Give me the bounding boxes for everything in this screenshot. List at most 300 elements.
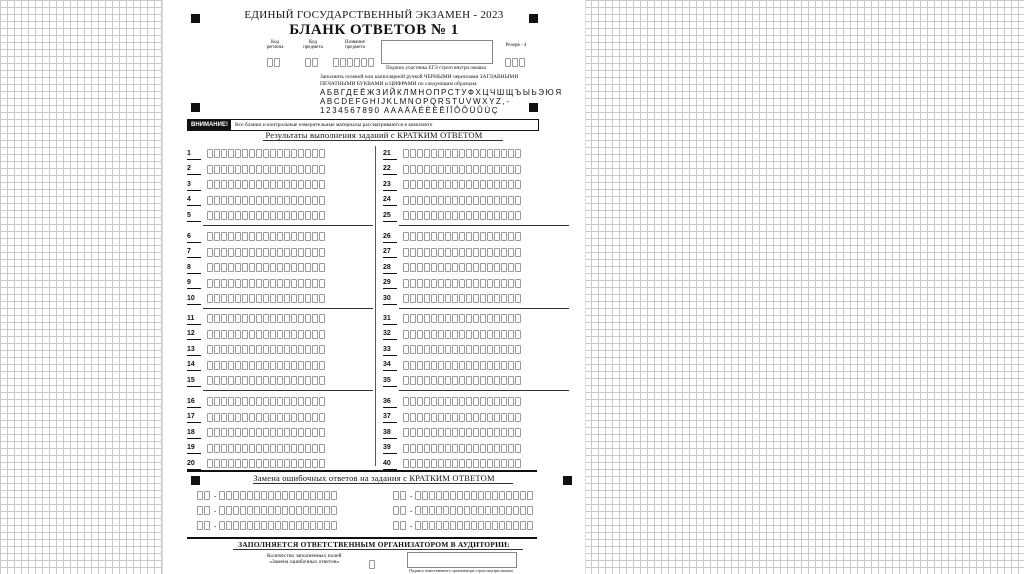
answer-cell[interactable] bbox=[235, 279, 241, 288]
answer-cell[interactable] bbox=[410, 397, 416, 406]
answer-cell[interactable] bbox=[487, 428, 493, 437]
answer-cell[interactable] bbox=[515, 294, 521, 303]
answer-cell[interactable] bbox=[494, 232, 500, 241]
answer-cell[interactable] bbox=[515, 211, 521, 220]
answer-cell[interactable] bbox=[228, 444, 234, 453]
answer-cell[interactable] bbox=[312, 444, 318, 453]
answer-cell[interactable] bbox=[494, 180, 500, 189]
answer-cell[interactable] bbox=[228, 149, 234, 158]
answer-cell[interactable] bbox=[515, 248, 521, 257]
answer-cell[interactable] bbox=[438, 165, 444, 174]
answer-cell[interactable] bbox=[431, 459, 437, 468]
answer-cell[interactable] bbox=[459, 376, 465, 385]
answer-cell[interactable] bbox=[445, 444, 451, 453]
answer-cell[interactable] bbox=[445, 263, 451, 272]
answer-cell[interactable] bbox=[494, 279, 500, 288]
answer-cell[interactable] bbox=[452, 196, 458, 205]
answer-cell[interactable] bbox=[473, 459, 479, 468]
answer-cell[interactable] bbox=[508, 345, 514, 354]
answer-cell[interactable] bbox=[256, 279, 262, 288]
answer-cell[interactable] bbox=[424, 459, 430, 468]
answer-cell[interactable] bbox=[431, 196, 437, 205]
answer-cell[interactable] bbox=[459, 165, 465, 174]
answer-cell[interactable] bbox=[424, 149, 430, 158]
answer-cell[interactable] bbox=[284, 211, 290, 220]
answer-cell[interactable] bbox=[452, 361, 458, 370]
answer-cell[interactable] bbox=[221, 361, 227, 370]
answer-cell[interactable] bbox=[256, 459, 262, 468]
answer-cell[interactable] bbox=[501, 361, 507, 370]
answer-cell[interactable] bbox=[403, 248, 409, 257]
answer-cell[interactable] bbox=[466, 397, 472, 406]
answer-cell[interactable] bbox=[284, 428, 290, 437]
answer-cell[interactable] bbox=[473, 330, 479, 339]
answer-cell[interactable] bbox=[466, 345, 472, 354]
answer-cell[interactable] bbox=[319, 345, 325, 354]
answer-cell[interactable] bbox=[221, 345, 227, 354]
answer-cell[interactable] bbox=[298, 180, 304, 189]
answer-cell[interactable] bbox=[508, 376, 514, 385]
answer-cell[interactable] bbox=[277, 314, 283, 323]
answer-cell[interactable] bbox=[249, 397, 255, 406]
answer-cell[interactable] bbox=[284, 413, 290, 422]
answer-cell[interactable] bbox=[431, 263, 437, 272]
answer-cell[interactable] bbox=[508, 444, 514, 453]
answer-cell[interactable] bbox=[445, 413, 451, 422]
answer-cell[interactable] bbox=[228, 294, 234, 303]
answer-cell[interactable] bbox=[284, 263, 290, 272]
answer-cell[interactable] bbox=[228, 165, 234, 174]
replacement-row[interactable] bbox=[393, 520, 534, 532]
answer-cell[interactable] bbox=[319, 413, 325, 422]
answer-cell[interactable] bbox=[284, 314, 290, 323]
replacement-row[interactable] bbox=[197, 520, 338, 532]
answer-cell[interactable] bbox=[249, 196, 255, 205]
answer-cell[interactable] bbox=[515, 330, 521, 339]
answer-cell[interactable] bbox=[214, 444, 220, 453]
answer-cell[interactable] bbox=[424, 165, 430, 174]
answer-cell[interactable] bbox=[256, 263, 262, 272]
answer-cell[interactable] bbox=[235, 165, 241, 174]
answer-cell[interactable] bbox=[515, 196, 521, 205]
answer-cell[interactable] bbox=[270, 444, 276, 453]
answer-cell[interactable] bbox=[515, 428, 521, 437]
answer-cell[interactable] bbox=[466, 444, 472, 453]
answer-cell[interactable] bbox=[263, 397, 269, 406]
answer-cell[interactable] bbox=[480, 444, 486, 453]
answer-cell[interactable] bbox=[305, 428, 311, 437]
answer-cell[interactable] bbox=[284, 376, 290, 385]
answer-cell[interactable] bbox=[515, 459, 521, 468]
answer-cell[interactable] bbox=[312, 413, 318, 422]
answer-cell[interactable] bbox=[256, 248, 262, 257]
answer-cell[interactable] bbox=[270, 263, 276, 272]
answer-cell[interactable] bbox=[438, 149, 444, 158]
answer-cell[interactable] bbox=[235, 294, 241, 303]
answer-cell[interactable] bbox=[319, 330, 325, 339]
answer-cell[interactable] bbox=[207, 180, 213, 189]
answer-cell[interactable] bbox=[417, 345, 423, 354]
answer-cell[interactable] bbox=[480, 279, 486, 288]
answer-cell[interactable] bbox=[508, 180, 514, 189]
answer-cell[interactable] bbox=[263, 149, 269, 158]
answer-cell[interactable] bbox=[221, 314, 227, 323]
answer-cell[interactable] bbox=[494, 459, 500, 468]
answer-cell[interactable] bbox=[291, 294, 297, 303]
answer-cell[interactable] bbox=[410, 196, 416, 205]
answer-cell[interactable] bbox=[305, 294, 311, 303]
answer-cell[interactable] bbox=[480, 294, 486, 303]
answer-cell[interactable] bbox=[312, 211, 318, 220]
answer-cell[interactable] bbox=[263, 165, 269, 174]
answer-cell[interactable] bbox=[452, 180, 458, 189]
answer-cell[interactable] bbox=[312, 330, 318, 339]
answer-cell[interactable] bbox=[291, 165, 297, 174]
answer-cell[interactable] bbox=[508, 413, 514, 422]
answer-cell[interactable] bbox=[508, 149, 514, 158]
answer-cell[interactable] bbox=[228, 330, 234, 339]
answer-cell[interactable] bbox=[403, 263, 409, 272]
answer-cell[interactable] bbox=[263, 428, 269, 437]
answer-cell[interactable] bbox=[473, 413, 479, 422]
answer-cell[interactable] bbox=[270, 459, 276, 468]
answer-cell[interactable] bbox=[298, 279, 304, 288]
answer-cell[interactable] bbox=[501, 294, 507, 303]
subject-code-field[interactable] bbox=[305, 54, 319, 72]
answer-cell[interactable] bbox=[417, 294, 423, 303]
answer-cell[interactable] bbox=[312, 428, 318, 437]
answer-cell[interactable] bbox=[473, 294, 479, 303]
answer-cell[interactable] bbox=[305, 149, 311, 158]
answer-cell[interactable] bbox=[270, 248, 276, 257]
answer-cell[interactable] bbox=[487, 376, 493, 385]
answer-cell[interactable] bbox=[417, 413, 423, 422]
answer-cell[interactable] bbox=[417, 196, 423, 205]
answer-cell[interactable] bbox=[501, 248, 507, 257]
answer-cell[interactable] bbox=[487, 211, 493, 220]
answer-cell[interactable] bbox=[480, 165, 486, 174]
answer-cell[interactable] bbox=[445, 196, 451, 205]
answer-cell[interactable] bbox=[417, 232, 423, 241]
answer-cell[interactable] bbox=[480, 196, 486, 205]
answer-cell[interactable] bbox=[305, 211, 311, 220]
answer-cell[interactable] bbox=[438, 196, 444, 205]
answer-cell[interactable] bbox=[235, 459, 241, 468]
answer-cell[interactable] bbox=[424, 444, 430, 453]
answer-cell[interactable] bbox=[431, 180, 437, 189]
answer-cell[interactable] bbox=[466, 232, 472, 241]
answer-cell[interactable] bbox=[221, 180, 227, 189]
answer-cell[interactable] bbox=[501, 180, 507, 189]
answer-cell[interactable] bbox=[508, 294, 514, 303]
answer-cell[interactable] bbox=[487, 330, 493, 339]
answer-cell[interactable] bbox=[417, 211, 423, 220]
answer-cell[interactable] bbox=[445, 345, 451, 354]
answer-cell[interactable] bbox=[277, 413, 283, 422]
answer-cell[interactable] bbox=[452, 232, 458, 241]
answer-cell[interactable] bbox=[242, 314, 248, 323]
answer-cell[interactable] bbox=[466, 263, 472, 272]
answer-cell[interactable] bbox=[515, 232, 521, 241]
answer-cell[interactable] bbox=[214, 165, 220, 174]
answer-cell[interactable] bbox=[249, 248, 255, 257]
answer-cell[interactable] bbox=[480, 180, 486, 189]
answer-cell[interactable] bbox=[277, 263, 283, 272]
answer-cell[interactable] bbox=[480, 397, 486, 406]
answer-cell[interactable] bbox=[298, 413, 304, 422]
answer-cell[interactable] bbox=[270, 196, 276, 205]
answer-cell[interactable] bbox=[312, 248, 318, 257]
answer-cell[interactable] bbox=[235, 376, 241, 385]
answer-cell[interactable] bbox=[284, 330, 290, 339]
answer-cell[interactable] bbox=[445, 232, 451, 241]
answer-cell[interactable] bbox=[305, 345, 311, 354]
answer-cell[interactable] bbox=[487, 361, 493, 370]
answer-cell[interactable] bbox=[403, 444, 409, 453]
answer-cell[interactable] bbox=[319, 248, 325, 257]
answer-cell[interactable] bbox=[256, 211, 262, 220]
answer-cell[interactable] bbox=[459, 279, 465, 288]
answer-cell[interactable] bbox=[305, 376, 311, 385]
answer-cell[interactable] bbox=[298, 428, 304, 437]
answer-cell[interactable] bbox=[242, 279, 248, 288]
answer-cell[interactable] bbox=[487, 279, 493, 288]
answer-cell[interactable] bbox=[249, 294, 255, 303]
answer-cell[interactable] bbox=[277, 149, 283, 158]
answer-cell[interactable] bbox=[270, 279, 276, 288]
answer-cell[interactable] bbox=[298, 263, 304, 272]
answer-cell[interactable] bbox=[284, 345, 290, 354]
answer-cell[interactable] bbox=[277, 330, 283, 339]
answer-cell[interactable] bbox=[466, 376, 472, 385]
answer-cell[interactable] bbox=[494, 294, 500, 303]
answer-cell[interactable] bbox=[459, 361, 465, 370]
answer-cell[interactable] bbox=[221, 413, 227, 422]
answer-cell[interactable] bbox=[312, 180, 318, 189]
answer-cell[interactable] bbox=[487, 180, 493, 189]
answer-cell[interactable] bbox=[410, 149, 416, 158]
answer-cell[interactable] bbox=[207, 279, 213, 288]
answer-cell[interactable] bbox=[298, 232, 304, 241]
answer-cell[interactable] bbox=[466, 361, 472, 370]
answer-cell[interactable] bbox=[284, 149, 290, 158]
answer-cell[interactable] bbox=[242, 330, 248, 339]
answer-cell[interactable] bbox=[214, 211, 220, 220]
answer-cell[interactable] bbox=[501, 413, 507, 422]
answer-cell[interactable] bbox=[256, 232, 262, 241]
answer-cell[interactable] bbox=[305, 459, 311, 468]
answer-cell[interactable] bbox=[312, 314, 318, 323]
answer-cell[interactable] bbox=[256, 397, 262, 406]
answer-cell[interactable] bbox=[242, 413, 248, 422]
answer-cell[interactable] bbox=[431, 428, 437, 437]
answer-cell[interactable] bbox=[466, 314, 472, 323]
answer-cell[interactable] bbox=[207, 263, 213, 272]
answer-cell[interactable] bbox=[438, 345, 444, 354]
answer-cell[interactable] bbox=[263, 345, 269, 354]
answer-cell[interactable] bbox=[235, 232, 241, 241]
answer-cell[interactable] bbox=[291, 345, 297, 354]
answer-cell[interactable] bbox=[277, 444, 283, 453]
answer-cell[interactable] bbox=[221, 279, 227, 288]
answer-cell[interactable] bbox=[417, 361, 423, 370]
answer-cell[interactable] bbox=[305, 361, 311, 370]
answer-cell[interactable] bbox=[417, 376, 423, 385]
replacement-task-cells[interactable] bbox=[197, 517, 211, 535]
answer-cell[interactable] bbox=[263, 263, 269, 272]
answer-cell[interactable] bbox=[424, 345, 430, 354]
answer-cells[interactable] bbox=[403, 372, 522, 390]
answer-cell[interactable] bbox=[480, 459, 486, 468]
answer-cell[interactable] bbox=[277, 248, 283, 257]
answer-cell[interactable] bbox=[256, 413, 262, 422]
answer-cell[interactable] bbox=[515, 279, 521, 288]
answer-cell[interactable] bbox=[207, 149, 213, 158]
answer-cell[interactable] bbox=[256, 330, 262, 339]
answer-cell[interactable] bbox=[403, 459, 409, 468]
answer-cell[interactable] bbox=[424, 413, 430, 422]
answer-cell[interactable] bbox=[480, 345, 486, 354]
answer-cell[interactable] bbox=[214, 232, 220, 241]
answer-cell[interactable] bbox=[256, 345, 262, 354]
answer-cell[interactable] bbox=[466, 413, 472, 422]
answer-cell[interactable] bbox=[431, 248, 437, 257]
answer-cell[interactable] bbox=[291, 263, 297, 272]
answer-cell[interactable] bbox=[431, 314, 437, 323]
answer-cell[interactable] bbox=[319, 196, 325, 205]
answer-cell[interactable] bbox=[249, 376, 255, 385]
answer-cell[interactable] bbox=[466, 294, 472, 303]
answer-cell[interactable] bbox=[410, 232, 416, 241]
answer-cell[interactable] bbox=[424, 279, 430, 288]
answer-cell[interactable] bbox=[452, 248, 458, 257]
answer-cell[interactable] bbox=[494, 397, 500, 406]
answer-cell[interactable] bbox=[459, 211, 465, 220]
answer-cell[interactable] bbox=[263, 444, 269, 453]
answer-cell[interactable] bbox=[242, 345, 248, 354]
answer-cell[interactable] bbox=[410, 211, 416, 220]
answer-cell[interactable] bbox=[417, 459, 423, 468]
answer-cell[interactable] bbox=[501, 232, 507, 241]
answer-cell[interactable] bbox=[480, 413, 486, 422]
answer-cell[interactable] bbox=[312, 397, 318, 406]
answer-cell[interactable] bbox=[452, 459, 458, 468]
answer-cell[interactable] bbox=[487, 314, 493, 323]
answer-cell[interactable] bbox=[249, 330, 255, 339]
answer-cell[interactable] bbox=[221, 211, 227, 220]
answer-cell[interactable] bbox=[305, 279, 311, 288]
answer-cell[interactable] bbox=[459, 428, 465, 437]
answer-cell[interactable] bbox=[291, 444, 297, 453]
answer-cell[interactable] bbox=[298, 248, 304, 257]
answer-cell[interactable] bbox=[473, 376, 479, 385]
answer-cell[interactable] bbox=[319, 294, 325, 303]
answer-cell[interactable] bbox=[501, 397, 507, 406]
answer-cell[interactable] bbox=[256, 294, 262, 303]
answer-cell[interactable] bbox=[284, 361, 290, 370]
answer-cell[interactable] bbox=[410, 361, 416, 370]
answer-cell[interactable] bbox=[452, 294, 458, 303]
answer-cell[interactable] bbox=[431, 376, 437, 385]
answer-cell[interactable] bbox=[249, 165, 255, 174]
variant-field[interactable] bbox=[505, 54, 526, 72]
answer-cell[interactable] bbox=[424, 263, 430, 272]
answer-cell[interactable] bbox=[480, 149, 486, 158]
answer-cell[interactable] bbox=[319, 211, 325, 220]
answer-cell[interactable] bbox=[305, 397, 311, 406]
answer-cell[interactable] bbox=[221, 444, 227, 453]
answer-cell[interactable] bbox=[228, 248, 234, 257]
answer-cell[interactable] bbox=[214, 314, 220, 323]
organizer-signature-box[interactable] bbox=[407, 552, 517, 568]
answer-cell[interactable] bbox=[438, 413, 444, 422]
answer-cell[interactable] bbox=[501, 263, 507, 272]
answer-cell[interactable] bbox=[515, 345, 521, 354]
answer-cell[interactable] bbox=[235, 211, 241, 220]
answer-cell[interactable] bbox=[249, 211, 255, 220]
answer-cell[interactable] bbox=[221, 397, 227, 406]
answer-cell[interactable] bbox=[459, 149, 465, 158]
answer-cell[interactable] bbox=[235, 248, 241, 257]
answer-cell[interactable] bbox=[312, 361, 318, 370]
answer-cell[interactable] bbox=[445, 248, 451, 257]
answer-cell[interactable] bbox=[473, 248, 479, 257]
answer-cell[interactable] bbox=[508, 263, 514, 272]
answer-cell[interactable] bbox=[214, 376, 220, 385]
answer-cell[interactable] bbox=[494, 361, 500, 370]
answer-cell[interactable] bbox=[480, 263, 486, 272]
answer-cell[interactable] bbox=[431, 413, 437, 422]
answer-cell[interactable] bbox=[249, 263, 255, 272]
answer-cell[interactable] bbox=[431, 294, 437, 303]
answer-cell[interactable] bbox=[284, 279, 290, 288]
replacement-answer-cells[interactable] bbox=[219, 517, 338, 535]
answer-cell[interactable] bbox=[263, 279, 269, 288]
answer-cell[interactable] bbox=[508, 314, 514, 323]
answer-cells[interactable] bbox=[403, 207, 522, 225]
answer-cell[interactable] bbox=[256, 376, 262, 385]
answer-cell[interactable] bbox=[221, 149, 227, 158]
answer-cell[interactable] bbox=[249, 149, 255, 158]
answer-cell[interactable] bbox=[403, 397, 409, 406]
answer-cell[interactable] bbox=[235, 330, 241, 339]
answer-cell[interactable] bbox=[319, 397, 325, 406]
answer-cell[interactable] bbox=[487, 345, 493, 354]
answer-cell[interactable] bbox=[228, 397, 234, 406]
answer-cell[interactable] bbox=[256, 149, 262, 158]
answer-cell[interactable] bbox=[501, 330, 507, 339]
answer-cell[interactable] bbox=[263, 376, 269, 385]
answer-cell[interactable] bbox=[214, 413, 220, 422]
answer-cell[interactable] bbox=[319, 232, 325, 241]
answer-cell[interactable] bbox=[277, 294, 283, 303]
answer-cell[interactable] bbox=[431, 165, 437, 174]
answer-cell[interactable] bbox=[298, 330, 304, 339]
answer-cell[interactable] bbox=[214, 397, 220, 406]
answer-cell[interactable] bbox=[256, 444, 262, 453]
answer-cell[interactable] bbox=[417, 149, 423, 158]
answer-cell[interactable] bbox=[403, 294, 409, 303]
answer-cell[interactable] bbox=[473, 149, 479, 158]
answer-cell[interactable] bbox=[228, 345, 234, 354]
answer-cell[interactable] bbox=[277, 279, 283, 288]
answer-cell[interactable] bbox=[305, 330, 311, 339]
answer-cell[interactable] bbox=[424, 248, 430, 257]
answer-cell[interactable] bbox=[284, 397, 290, 406]
answer-cell[interactable] bbox=[501, 149, 507, 158]
answer-cell[interactable] bbox=[445, 180, 451, 189]
answer-cell[interactable] bbox=[410, 413, 416, 422]
